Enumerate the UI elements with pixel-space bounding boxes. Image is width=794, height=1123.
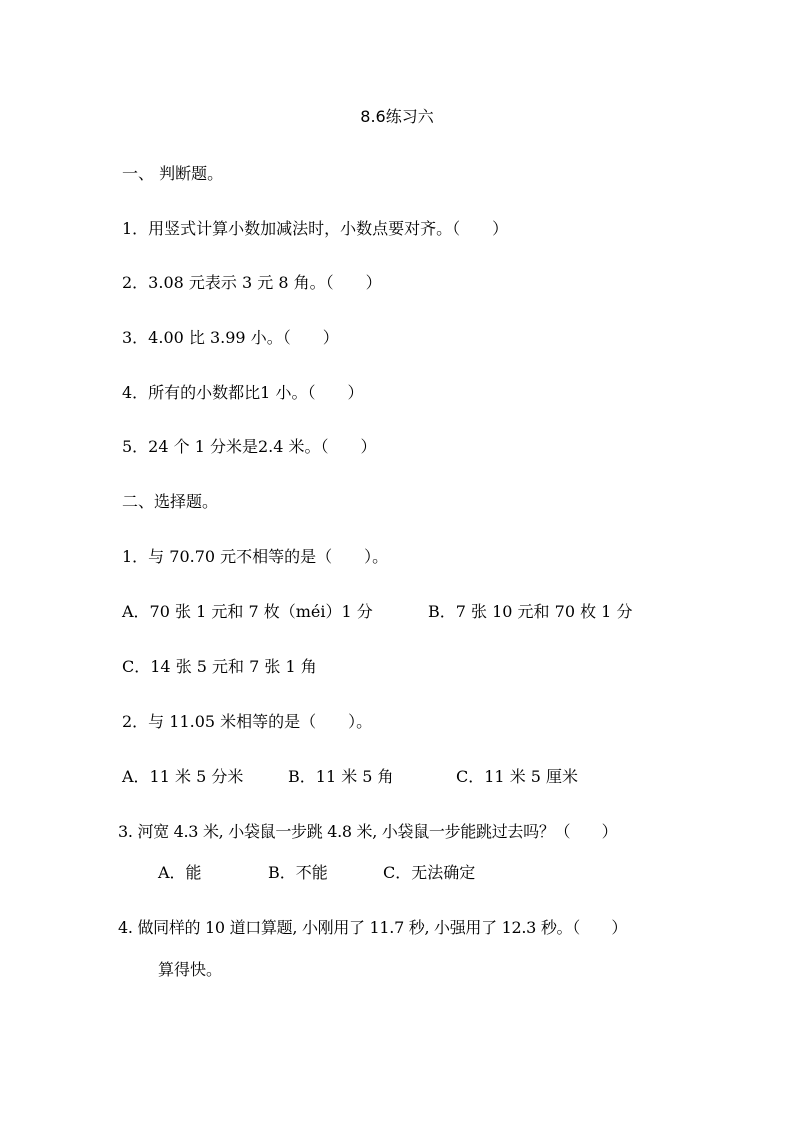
choice-q2-option-a: A．11 米 5 分米	[122, 767, 244, 786]
choice-q3-option-b: B．不能	[268, 863, 328, 882]
choice-q4-continuation: 算得快。	[158, 960, 223, 979]
page-title: 8.6练习六	[360, 107, 434, 126]
choice-q1-option-b: B．7 张 10 元和 70 枚 1 分	[428, 602, 633, 621]
choice-q2-stem: 2．与 11.05 米相等的是（ ）。	[122, 712, 373, 731]
choice-q3-stem: 3. 河宽 4.3 米, 小袋鼠一步跳 4.8 米, 小袋鼠一步能跳过去吗？（ ）	[118, 822, 618, 841]
judgment-item-5: 5．24 个 1 分米是2.4 米。（ ）	[122, 437, 377, 456]
judgment-item-4: 4．所有的小数都比1 小。（ ）	[122, 383, 364, 402]
section-heading-choice: 二、选择题。	[122, 492, 219, 511]
choice-q2-option-c: C．11 米 5 厘米	[456, 767, 579, 786]
choice-q3-option-a: A．能	[158, 863, 202, 882]
choice-q3-option-c: C．无法确定	[383, 863, 476, 882]
choice-q1-option-c: C．14 张 5 元和 7 张 1 角	[122, 657, 317, 676]
judgment-item-3: 3．4.00 比 3.99 小。（ ）	[122, 328, 339, 347]
choice-q1-stem: 1．与 70.70 元不相等的是（ ）。	[122, 547, 389, 566]
section-heading-judgment: 一、 判断题。	[122, 164, 224, 183]
judgment-item-1: 1．用竖式计算小数加减法时，小数点要对齐。（ ）	[122, 219, 509, 238]
choice-q1-option-a: A．70 张 1 元和 7 枚（méi）1 分	[122, 602, 373, 621]
judgment-item-2: 2．3.08 元表示 3 元 8 角。（ ）	[122, 273, 382, 292]
choice-q4-stem: 4. 做同样的 10 道口算题, 小刚用了 11.7 秒, 小强用了 12.3 秒。（ ）	[118, 918, 628, 937]
choice-q2-option-b: B．11 米 5 角	[288, 767, 394, 786]
